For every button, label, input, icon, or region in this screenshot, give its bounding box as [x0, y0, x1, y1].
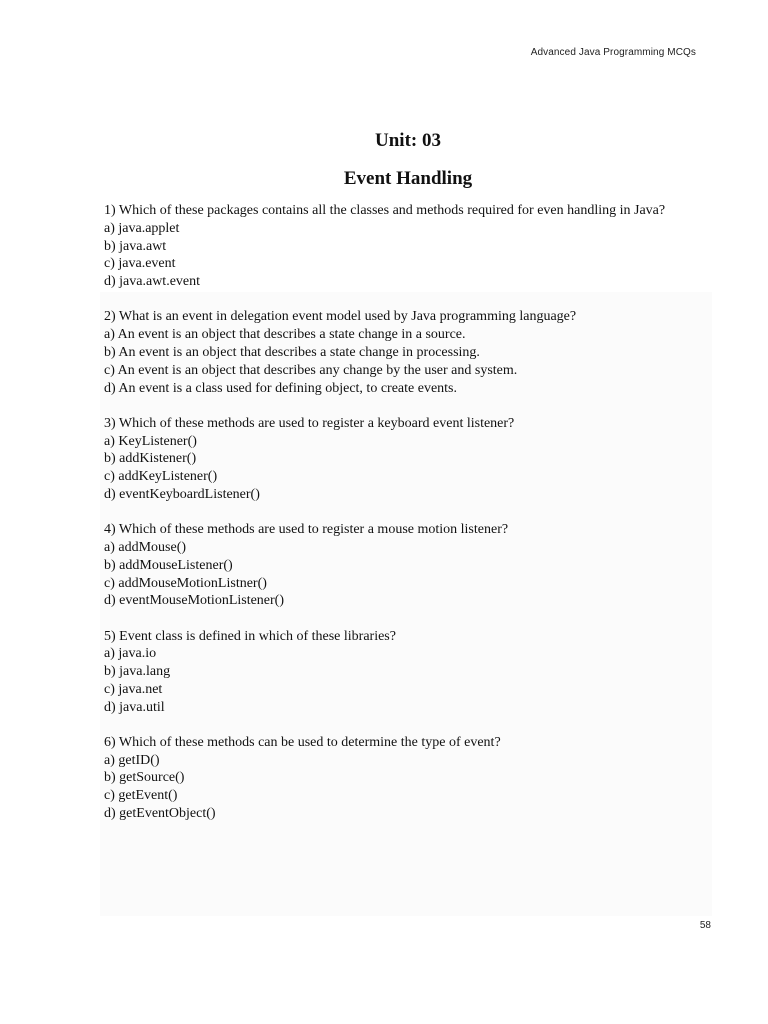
- answer-option: a) An event is an object that describes a state change in a source.: [104, 327, 466, 343]
- question-5: [104, 628, 714, 717]
- unit-title: Unit: 03: [375, 130, 441, 151]
- answer-option: a) addMouse(): [104, 539, 187, 555]
- question-3: [104, 415, 714, 504]
- answer-option: b) java.lang: [104, 664, 171, 680]
- answer-option: a) KeyListener(): [104, 433, 197, 449]
- section-title: Event Handling: [343, 168, 473, 189]
- page-number: 58: [699, 920, 711, 931]
- question-text: 2) What is an event in delegation event model used by Java programming language?: [104, 309, 577, 325]
- answer-option: b) getSource(): [104, 770, 185, 786]
- question-text: 1) Which of these packages contains all the classes and methods required for even handling in Java?: [104, 203, 666, 218]
- question-text: 4) Which of these methods are used to register a mouse motion listener?: [104, 522, 509, 538]
- answer-option: d) java.awt.event: [104, 274, 201, 290]
- question-2: [104, 308, 714, 397]
- question-4: [104, 521, 714, 610]
- running-header: Advanced Java Programming MCQs: [530, 47, 696, 58]
- question-1: [104, 202, 714, 291]
- answer-option: d) eventMouseMotionListener(): [104, 593, 285, 609]
- question-text: 6) Which of these methods can be used to determine the type of event?: [104, 734, 501, 750]
- answer-option: b) addMouseListener(): [104, 557, 233, 573]
- question-text: 3) Which of these methods are used to register a keyboard event listener?: [104, 415, 515, 431]
- answer-option: d) java.util: [104, 699, 165, 715]
- answer-option: c) addKeyListener(): [104, 469, 218, 485]
- answer-option: a) java.applet: [104, 220, 180, 236]
- question-text: 5) Event class is defined in which of these libraries?: [104, 628, 396, 644]
- answer-option: b) java.awt: [104, 238, 167, 254]
- answer-option: c) An event is an object that describes any change by the user and system.: [104, 362, 518, 378]
- answer-option: b) An event is an object that describes a state change in processing.: [104, 344, 480, 360]
- question-list: [104, 202, 714, 840]
- answer-option: d) An event is a class used for defining object, to create events.: [104, 380, 457, 396]
- answer-option: c) java.net: [104, 681, 163, 697]
- answer-option: a) getID(): [104, 752, 160, 768]
- answer-option: c) getEvent(): [104, 788, 178, 804]
- question-6: [104, 734, 714, 823]
- answer-option: a) java.io: [104, 646, 157, 662]
- answer-option: d) getEventObject(): [104, 806, 216, 822]
- answer-option: d) eventKeyboardListener(): [104, 486, 260, 502]
- answer-option: c) addMouseMotionListner(): [104, 575, 267, 591]
- answer-option: c) java.event: [104, 256, 176, 272]
- answer-option: b) addKistener(): [104, 451, 197, 467]
